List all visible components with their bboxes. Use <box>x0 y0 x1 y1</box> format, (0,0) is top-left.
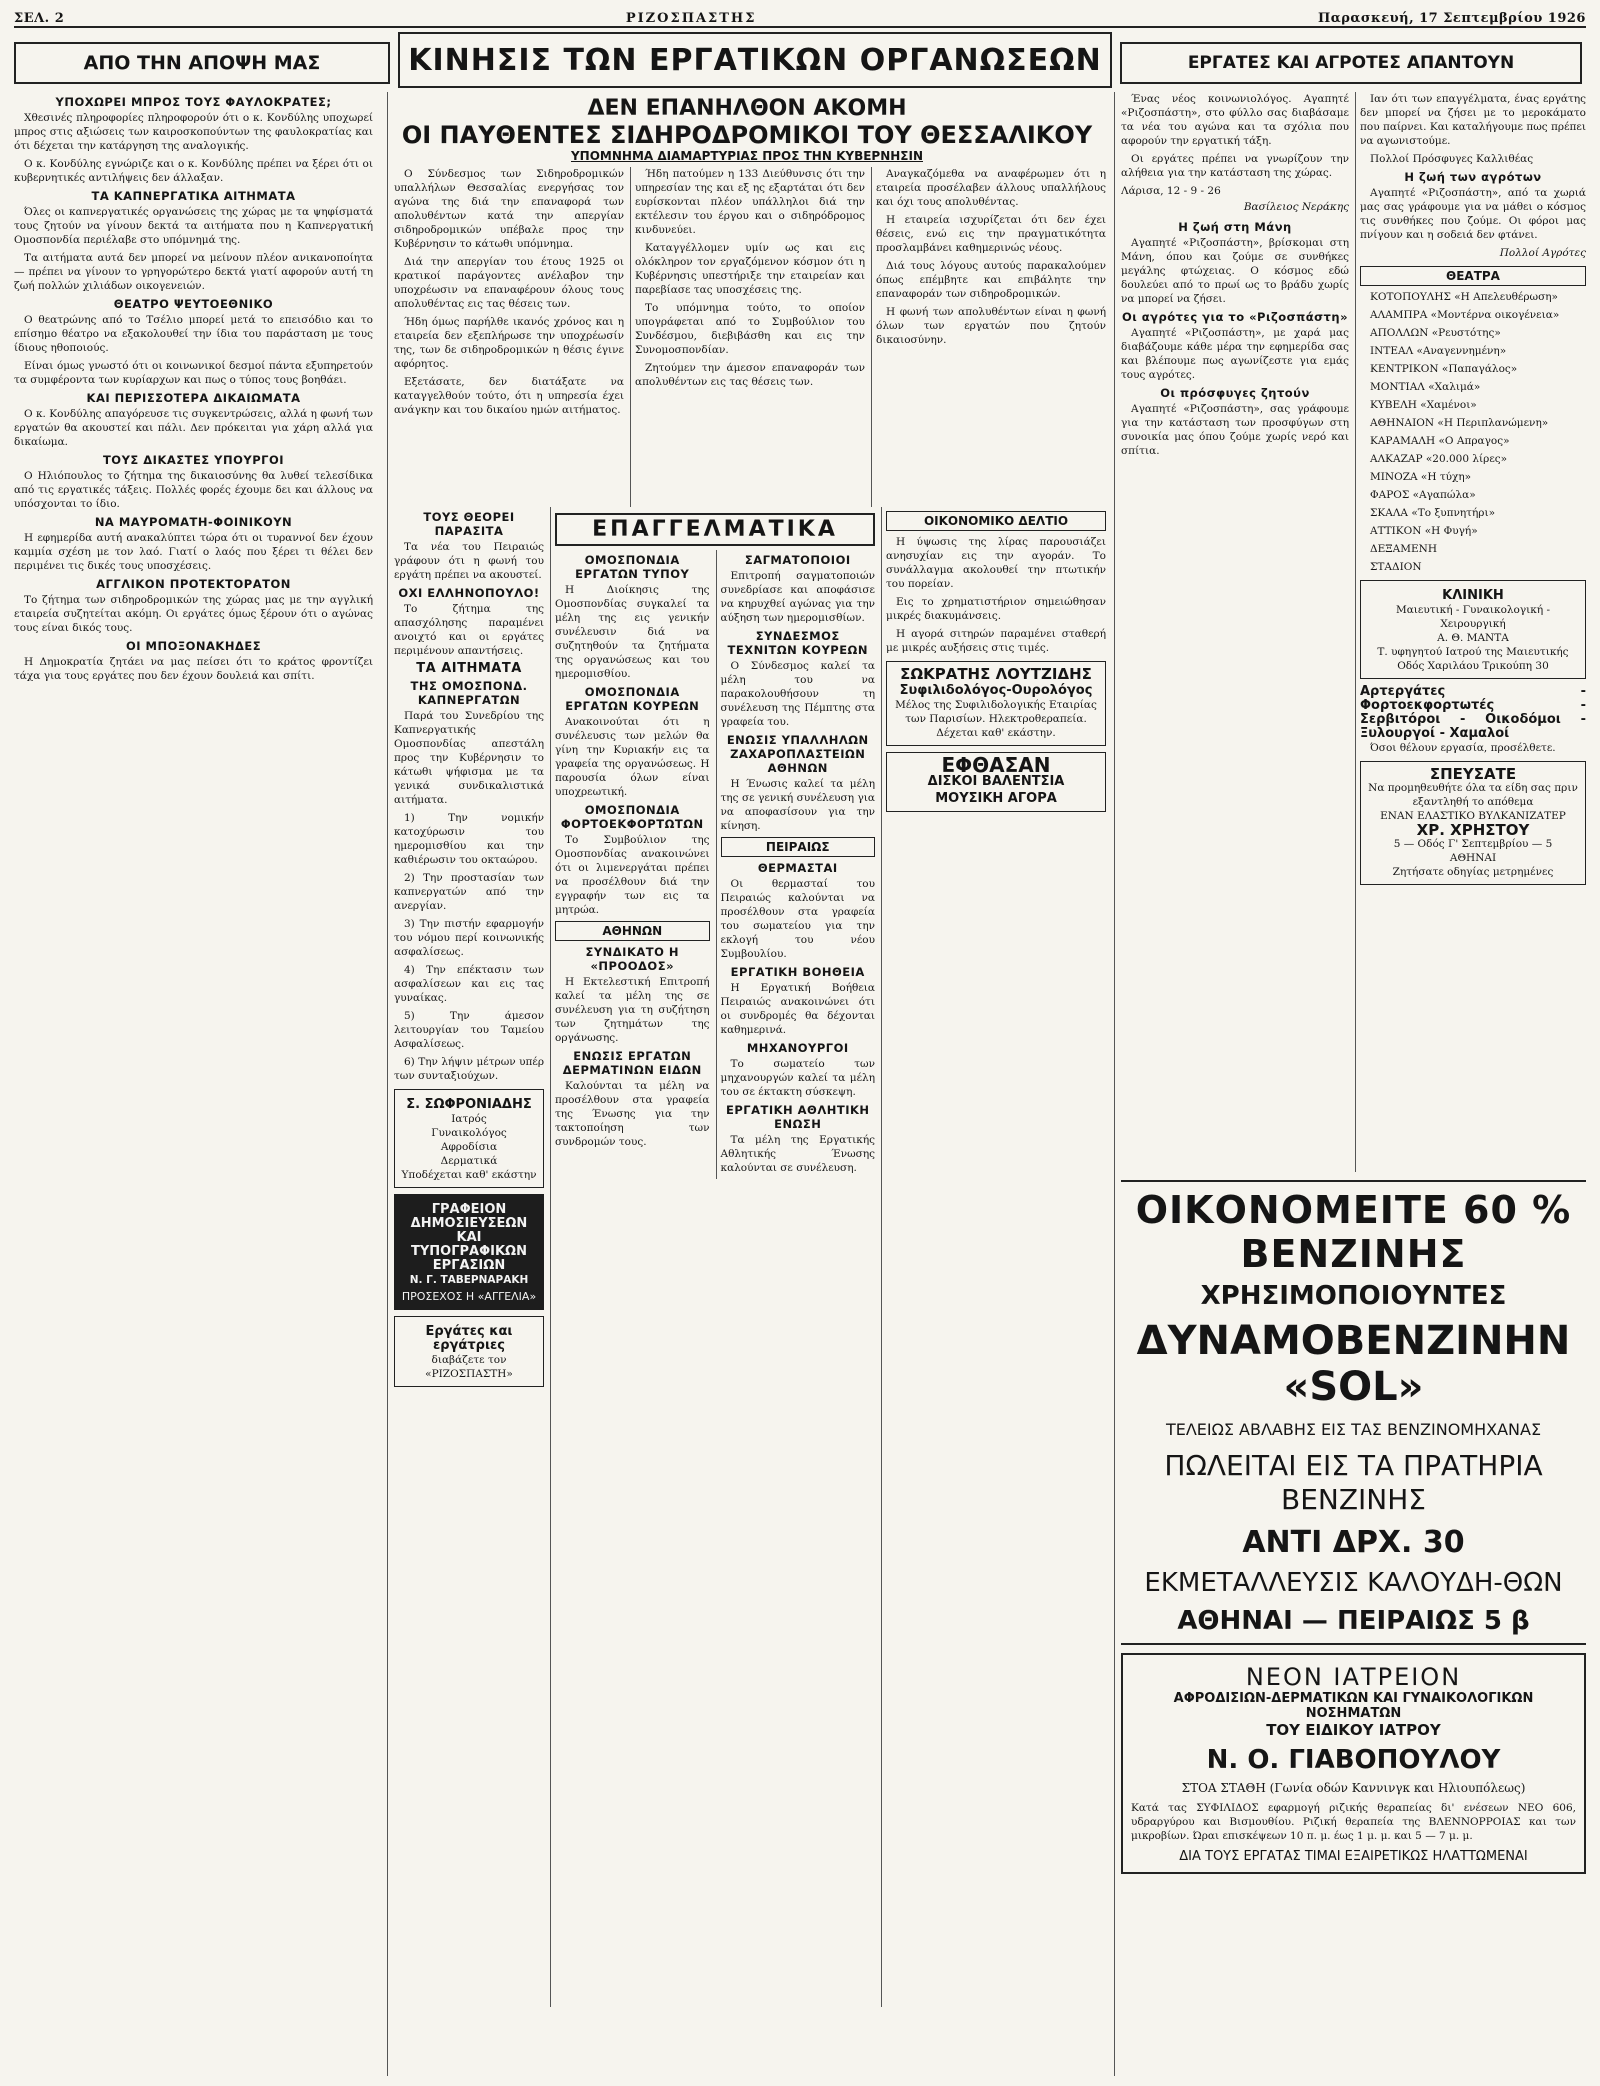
letter-title: Η ζωή των αγρότων <box>1404 170 1542 184</box>
letter-text: Αγαπητέ «Ριζοσπάστη», με χαρά μας διαβάζουμε κάθε μέρα την εφημερίδα σας και βλέπουμε πως αγωνίζεστε για εμάς τους αγρότες. <box>1121 327 1349 381</box>
clinic-small-ad <box>1360 580 1586 679</box>
theatre-item: ΣΤΑΔΙΟΝ <box>1370 561 1422 573</box>
lead-paragraph: Η φωνή των απολυθέντων είναι η φωνή όλων των εργατών που ζητούν δικαιοσύνην. <box>876 306 1106 346</box>
newspaper-name: ΡΙΖΟΣΠΑΣΤΗΣ <box>625 11 757 26</box>
demand-item: 3) Την πιστήν εφαρμογήν του νόμου περί κοινωνικής ασφαλίσεως. <box>394 918 544 958</box>
union-text: Το Συμβούλιον της Ομοσπονδίας ανακοινώνει ότι οι λιμενεργάται πρέπει να προσέλθουν διά την εγγραφήν των εις τα μητρώα. <box>555 834 710 916</box>
small-ad-line: Ιατρός <box>451 1113 487 1125</box>
lead-paragraph: Ήδη πατούμεν η 133 Διεύθυνσις ότι την υπηρεσίαν της και εξ ης εξαρτάται ότι δεν ευρίσκονται πλέον υπάλληλοι διά την εκτέλεσιν του έργου και ο σιδηρόδρομος κινδυνεύει. <box>635 168 865 236</box>
theatre-item: ΑΛΑΜΠΡΑ «Μοντέρνα οικογένεια» <box>1370 309 1560 321</box>
kapnergatwn-column <box>394 507 544 2007</box>
letter-title: Οι πρόσφυγες ζητούν <box>1160 386 1310 400</box>
petrol-line-6: ΑΝΤΙ ΔΡΧ. 30 <box>1242 1525 1465 1560</box>
epaggelmatika-col-a <box>555 550 710 1179</box>
petrol-line-7: ΕΚΜΕΤΑΛΛΕΥΣΙΣ ΚΑΛΟΥΔΗ-ΘΩΝ <box>1144 1568 1563 1598</box>
theatre-item: ΣΚΑΛΑ «Το ξυπνητήρι» <box>1370 507 1495 519</box>
kapn-subtitle: ΤΗΣ ΟΜΟΣΠΟΝΔ. ΚΑΠΝΕΡΓΑΤΩΝ <box>410 679 528 707</box>
speusate-name: ΧΡ. ΧΡΗΣΤΟΥ <box>1416 821 1530 839</box>
article-paragraph: Τα αιτήματα αυτά δεν μπορεί να μείνουν πλέον ανικανοποίητα — πρέπει να γίνουν το γρηγορώτερο δεκτά γιατί αφορούν αυτή τη ζωή πολλών χιλιάδων οικογενειών. <box>14 252 373 292</box>
lead-paragraph: Διά τους λόγους αυτούς παρακαλούμεν όπως επέμβητε και επιβάλητε την επαναφοράν των σιδηροδρομικών. <box>876 260 1106 300</box>
union-text: Ανακοινούται ότι η συνέλευσις των μελών θα γίνη την Κυριακήν εις τα γραφεία της οργανώσεως. Η παρουσία όλων είναι υποχρεωτική. <box>555 716 710 798</box>
theatre-item: ΚΟΤΟΠΟΥΛΗΣ «Η Απελευθέρωση» <box>1370 291 1558 303</box>
demand-item: 6) Την λήψιν μέτρων υπέρ των συνταξιούχων. <box>394 1056 544 1082</box>
issue-date: Παρασκευή, 17 Σεπτεμβρίου 1926 <box>1317 11 1586 26</box>
union-title: ΕΝΩΣΙΣ ΥΠΑΛΛΗΛΩΝ ΖΑΧΑΡΟΠΛΑΣΤΕΙΩΝ ΑΘΗΝΩΝ <box>726 733 869 775</box>
loutzidis-text: Μέλος της Συφιλιδολογικής Εταιρίας των Παρισίων. Ηλεκτροθεραπεία. Δέχεται καθ' εκάστην. <box>895 699 1097 739</box>
lead-line-2: ΟΙ ΠΑΥΘΕΝΤΕΣ ΣΙΔΗΡΟΔΡΟΜΙΚΟΙ ΤΟΥ ΘΕΣΣΑΛΙΚΟΥ <box>401 121 1093 149</box>
small-ad-note: ΠΡΟΣΕΧΟΣ Η «ΑΓΓΕΛΙΑ» <box>401 1290 537 1303</box>
union-text: Οι θερμασταί του Πειραιώς καλούνται να προσέλθουν στα γραφεία του σωματείου για την εκλογή του νέου Συμβουλίου. <box>720 878 875 960</box>
clinic-footer: ΔΙΑ ΤΟΥΣ ΕΡΓΑΤΑΣ ΤΙΜΑΙ ΕΞΑΙΡΕΤΙΚΩΣ ΗΛΑΤΤΩΜΕΝΑΙ <box>1179 1849 1528 1864</box>
lead-column-b <box>630 167 865 507</box>
banner-left: ΑΠΟ ΤΗΝ ΑΠΟΨΗ ΜΑΣ <box>14 42 390 84</box>
theatre-item: ΙΝΤΕΑΛ «Αναγεννημένη» <box>1370 345 1507 357</box>
small-ad-name: ΓΡΑΦΕΙΟΝ ΔΗΜΟΣΙΕΥΣΕΩΝ ΚΑΙ ΤΥΠΟΓΡΑΦΙΚΩΝ ΕΡΓΑΣΙΩΝ <box>410 1202 528 1273</box>
theatre-item: ΑΠΟΛΛΩΝ «Ρευστότης» <box>1370 327 1501 339</box>
union-title: ΜΗΧΑΝΟΥΡΓΟΙ <box>746 1041 849 1055</box>
union-text: Η Εκτελεστική Επιτροπή καλεί τα μέλη της σε συνέλευση για τη συζήτηση των ζητημάτων της οργάνωσης. <box>555 976 710 1044</box>
lead-paragraph: Το υπόμνημα τούτο, το οποίον υπογράφεται από το Συμβούλιον του Συνδέσμου, διεβιβάσθη και εις την Συνομοσπονδίαν. <box>635 302 865 356</box>
economic-paragraph: Η αγορά σιτηρών παραμένει σταθερή με μικρές αυξήσεις στις τιμές. <box>886 628 1106 654</box>
clinic-ad <box>1121 1653 1586 1874</box>
theatre-item: ΜΟΝΤΙΑΛ «Χαλιμά» <box>1370 381 1481 393</box>
speusate-text: Να προμηθευθήτε όλα τα είδη σας πριν εξαντληθή το απόθεμα <box>1368 782 1578 808</box>
section-banners <box>14 32 1586 92</box>
banner-center: ΚΙΝΗΣΙΣ ΤΩΝ ΕΡΓΑΤΙΚΩΝ ΟΡΓΑΝΩΣΕΩΝ <box>398 32 1112 88</box>
letter-text: Αγαπητέ «Ριζοσπάστη», βρίσκομαι στη Μάνη, όπου και ζούμε σε συνθήκες μεγάλης φτώχειας. Ο κόσμος εδώ δουλεύει από το πρωί ως το βράδυ χωρίς να μπορεί να ζήσει. <box>1121 237 1349 305</box>
clinic-small-line: Οδός Χαριλάου Τρικούπη 30 <box>1397 660 1549 672</box>
theatres-title: ΘΕΑΤΡΑ <box>1360 266 1586 286</box>
loutzidis-name: ΣΩΚΡΑΤΗΣ ΛΟΥΤΖΙΔΗΣ <box>900 665 1092 683</box>
article-paragraph: Χθεσινές πληροφορίες πληροφορούν ότι ο κ. Κονδύλης υποχωρεί μπρος στις αξιώσεις των καιροσκοπούντων της φαυλοκρατίας και ότι δέχεται την κατάργηση της αναλογικής. <box>14 112 373 152</box>
article-title: ΑΓΓΛΙΚΟΝ ΠΡΟΤΕΚΤΟΡΑΤΟΝ <box>96 577 291 591</box>
lead-line-3: ΥΠΟΜΝΗΜΑ ΔΙΑΜΑΡΤΥΡΙΑΣ ΠΡΟΣ ΤΗΝ ΚΥΒΕΡΝΗΣΙΝ <box>570 149 923 163</box>
article-paragraph: Ο θεατρώνης από το Τσέλιο μπορεί μετά το επεισόδιο και το επίσημο θέατρο να εξακολουθεί την ίδια του παράσταση με τους ίδιους ηθοποιούς. <box>14 314 373 354</box>
union-title: ΕΝΩΣΙΣ ΕΡΓΑΤΩΝ ΔΕΡΜΑΤΙΝΩΝ ΕΙΔΩΝ <box>562 1049 702 1077</box>
theatre-item: ΚΕΝΤΡΙΚΟΝ «Παπαγάλος» <box>1370 363 1518 375</box>
union-text: Η Ένωσις καλεί τα μέλη της σε γενική συνέλευση για να αποφασίσουν για την κίνηση. <box>720 778 875 832</box>
economic-paragraph: Εις το χρηματιστήριον σημειώθησαν μικρές διακυμάνσεις. <box>886 596 1106 622</box>
column-opinion <box>14 92 379 2076</box>
small-ad-name: Σ. ΣΩΦΡΟΝΙΑΔΗΣ <box>406 1097 532 1112</box>
union-text: Ο Σύνδεσμος καλεί τα μέλη του να παρακολουθήσουν τη συνέλευση της Πέμπτης στα γραφεία του. <box>720 660 875 728</box>
theatre-item: ΑΛΚΑΖΑΡ «20.000 λίρες» <box>1370 453 1508 465</box>
letter-text: Αγαπητέ «Ριζοσπάστη», σας γράφουμε για την κατάσταση των προσφύγων στη συνοικία μας όπου ζούμε χωρίς νερό και σπίτια. <box>1121 403 1349 457</box>
union-title: ΣΥΝΔΕΣΜΟΣ ΤΕΧΝΙΤΩΝ ΚΟΥΡΕΩΝ <box>727 629 868 657</box>
letter-dateline: Λάρισα, 12 - 9 - 26 <box>1121 185 1221 197</box>
speusate-title: ΣΠΕΥΣΑΤΕ <box>1429 765 1517 783</box>
petrol-line-5: ΠΩΛΕΙΤΑΙ ΕΙΣ ΤΑ ΠΡΑΤΗΡΙΑ ΒΕΝΖΙΝΗΣ <box>1164 1449 1543 1516</box>
petrol-line-2: ΧΡΗΣΙΜΟΠΟΙΟΥΝΤΕΣ <box>1200 1281 1507 1311</box>
small-ad-line: Αφροδίσια <box>440 1141 498 1153</box>
article-title: ΥΠΟΧΩΡΕΙ ΜΠΡΟΣ ΤΟΥΣ ΦΑΥΛΟΚΡΑΤΕΣ; <box>55 95 332 109</box>
union-text: Το σωματείο των μηχανουργών καλεί τα μέλη του σε έκτακτη σύσκεψη. <box>720 1058 875 1098</box>
column-readers <box>1114 92 1586 2076</box>
article-paragraph: Ο Ηλιόπουλος το ζήτημα της δικαιοσύνης θα λυθεί τελεσίδικα από τις εργατικές τάξεις. Πολλές φορές έχουμε δει και άλλους να υπόσχονται το ίδιο. <box>14 470 373 510</box>
union-text: Τα μέλη της Εργατικής Αθλητικής Ένωσης καλούνται σε συνέλευση. <box>720 1134 875 1174</box>
reader-paragraph: Ένας νέος κοινωνιολόγος. Αγαπητέ «Ριζοσπάστη», στο φύλλο σας διαβάσαμε τα νέα του αγώνα και τα σχόλια που αφορούν την εργατική τάξη. <box>1121 93 1349 147</box>
article-title: ΚΑΙ ΠΕΡΙΣΣΟΤΕΡΑ ΔΙΚΑΙΩΜΑΤΑ <box>86 391 301 405</box>
theatre-item: ΑΘΗΝΑΙΟΝ «Η Περιπλανώμενη» <box>1370 417 1549 429</box>
lead-line-1: ΔΕΝ ΕΠΑΝΗΛΘΟΝ ΑΚΟΜΗ <box>587 96 907 121</box>
epaggelmatika-section <box>550 507 875 2007</box>
petrol-line-8: ΑΘΗΝΑΙ — ΠΕΙΡΑΙΩΣ 5 β <box>1177 1606 1530 1636</box>
reader-paragraph: Οι εργάτες πρέπει να γνωρίζουν την αλήθεια για την κατάσταση της χώρας. <box>1121 153 1349 179</box>
petrol-line-3: ΔΥΝΑΜΟΒΕΝΖΙΝΗΝ «SOL» <box>1136 1318 1571 1410</box>
letter-title: Οι αγρότες για το «Ριζοσπάστη» <box>1121 310 1349 324</box>
lead-column-c <box>871 167 1106 507</box>
epaggelmatika-title: ΕΠΑΓΓΕΛΜΑΤΙΚΑ <box>555 513 875 546</box>
lead-column-a <box>394 167 624 507</box>
lead-paragraph: Η εταιρεία ισχυρίζεται ότι δεν έχει θέσεις, ενώ εις την πραγματικότητα προσλαμβάνει καθημερινώς νέους. <box>876 214 1106 254</box>
economic-paragraph: Η ύψωσις της λίρας παρουσιάζει ανησυχίαν εις την αγοράν. Το συνάλλαγμα ακολουθεί την πτωτικήν του πορείαν. <box>886 536 1106 590</box>
records-shop: ΜΟΥΣΙΚΗ ΑΓΟΡΑ <box>935 791 1057 806</box>
petrol-line-1: ΟΙΚΟΝΟΜΕΙΤΕ 60 % ΒΕΝΖΙΝΗΣ <box>1135 1188 1572 1276</box>
masthead <box>14 6 1586 28</box>
lead-paragraph: Αναγκαζόμεθα να αναφέρωμεν ότι η εταιρεία προσέλαβεν άλλους υπαλλήλους και όχι τους απολυθέντας. <box>876 168 1106 208</box>
loutzidis-role: Συφιλιδολόγος-Ουρολόγος <box>899 683 1093 698</box>
columns <box>14 92 1586 2076</box>
clinic-line-2: ΑΦΡΟΔΙΣΙΩΝ-ΔΕΡΜΑΤΙΚΩΝ ΚΑΙ ΓΥΝΑΙΚΟΛΟΓΙΚΩΝ ΝΟΣΗΜΑΤΩΝ <box>1173 1691 1534 1721</box>
economic-column <box>881 507 1106 2007</box>
readers-col-b <box>1355 92 1586 1172</box>
article-paragraph: Το ζήτημα των σιδηροδρομικών της χώρας μας με την αγγλική εταιρεία συζητείται ακόμη. Οι εργάτες όμως ξέρουν ότι ο αγώνας τους είναι δικός τους. <box>14 594 373 634</box>
notice-text: Τα νέα του Πειραιώς γράφουν ότι η φωνή του εργάτη πρέπει να ακουστεί. <box>394 541 544 581</box>
article-paragraph: Η Δημοκρατία ζητάει να μας πείσει ότι το κράτος φροντίζει τάχα για τους εργάτες που δεν έχουν δουλειά και σπίτι. <box>14 656 373 682</box>
theatre-item: ΜΙΝΟΖΑ «Η τύχη» <box>1370 471 1472 483</box>
clinic-line-1: ΝΕΟΝ ΙΑΤΡΕΙΟΝ <box>1245 1663 1462 1691</box>
clinic-small-line: Μαιευτική - Γυναικολογική - Χειρουργική <box>1395 604 1551 630</box>
union-text: Καλούνται τα μέλη να προσέλθουν στα γραφεία της Ένωσης για την τακτοποίηση των συνδρομών τους. <box>555 1080 710 1148</box>
article-title: ΘΕΑΤΡΟ ΨΕΥΤΟΕΘΝΙΚΟ <box>113 297 274 311</box>
epaggelmatika-col-b <box>716 550 876 1179</box>
union-title: ΟΜΟΣΠΟΝΔΙΑ ΦΟΡΤΟΕΚΦΟΡΤΩΤΩΝ <box>560 803 704 831</box>
clinic-doctor: Ν. Ο. ΓΙΑΒΟΠΟΥΛΟΥ <box>1206 1745 1501 1775</box>
lead-paragraph: Εξετάσατε, δεν διατάξατε να καταγγελθούν τούτο, ότι η υπηρεσία έχει ανάγκην και του δικαίου ημών αιτήματος. <box>394 376 624 416</box>
theatre-item: ΔΕΞΑΜΕΝΗ <box>1370 543 1437 555</box>
lead-paragraph: Ο Σύνδεσμος των Σιδηροδρομικών υπαλλήλων Θεσσαλίας ενεργήσας τον αγώνα της διά την επαναφορά των απολυθέντων κατά την απεργίαν σιδηροδρομικών υπέβαλε προς την Κυβέρνησιν το κάτωθι υπόμνημα. <box>394 168 624 250</box>
clinic-small-line: Α. Θ. ΜΑΝΤΑ <box>1437 632 1509 644</box>
union-title: ΟΜΟΣΠΟΝΔΙΑ ΕΡΓΑΤΩΝ ΤΥΠΟΥ <box>575 553 690 581</box>
union-title: ΕΡΓΑΤΙΚΗ ΑΘΛΗΤΙΚΗ ΕΝΩΣΗ <box>725 1103 870 1131</box>
lead-headline <box>388 96 1106 163</box>
speusate-ad <box>1360 761 1586 885</box>
demand-item: 5) Την άμεσον λειτουργίαν του Ταμείου Ασφαλίσεως. <box>394 1010 544 1050</box>
speusate-shop: ΕΝΑΝ ΕΛΑΣΤΙΚΟ ΒΥΛΚΑΝΙΖΑΤΕΡ <box>1380 810 1566 822</box>
letter-signoff: Βασίλειος Νεράκης <box>1243 201 1349 213</box>
letter-text: Αγαπητέ «Ριζοσπάστη», από τα χωριά μας σας γράφουμε για να μάθει ο κόσμος τις συνθήκες που ζούμε. Οι φόροι μας πνίγουν και η σοδειά δεν φτάνει. <box>1360 187 1586 241</box>
article-paragraph: Όλες οι καπνεργατικές οργανώσεις της χώρας με τα ψηφίσματά τους ζητούν να γίνουν δεκτά τα αιτήματα που η Καπνεργατική Ομοσπονδία περιέλαβε στο υπόμνημά της. <box>14 206 373 246</box>
lead-paragraph: Καταγγέλλομεν υμίν ως και εις ολόκληρον τον εργαζόμενον κόσμον ότι η Κυβέρνησις υπεστήριξε την εταιρείαν και παρεβίασε τας υποσχέσεις της. <box>635 242 865 296</box>
readers-col-a <box>1121 92 1349 1172</box>
clinic-line-3: ΤΟΥ ΕΙΔΙΚΟΥ ΙΑΤΡΟΥ <box>1266 1721 1441 1739</box>
services-text: Όσοι θέλουν εργασία, προσέλθετε. <box>1370 742 1556 754</box>
peiraios-title: ΠΕΙΡΑΙΩΣ <box>721 837 876 857</box>
union-title: ΕΡΓΑΤΙΚΗ ΒΟΗΘΕΙΑ <box>730 965 865 979</box>
demand-item: 2) Την προστασίαν των καπνεργατών από την ανεργίαν. <box>394 872 544 912</box>
small-ad <box>394 1316 544 1387</box>
petrol-ad <box>1121 1180 1586 1645</box>
small-ad-line: Γυναικολόγος <box>431 1127 507 1139</box>
economic-title: ΟΙΚΟΝΟΜΙΚΟ ΔΕΛΤΙΟ <box>886 511 1106 531</box>
clinic-address: ΣΤΟΑ ΣΤΑΘΗ (Γωνία οδών Καννινγκ και Ηλιουπόλεως) <box>1181 1781 1526 1795</box>
kapn-intro: Παρά του Συνεδρίου της Καπνεργατικής Ομοσπονδίας απεστάλη προς την Κυβέρνησιν το κάτωθι ψήφισμα με τα γενικά συνδικαλιστικά αιτήματα. <box>394 710 544 806</box>
athinon-title: ΑΘΗΝΩΝ <box>555 921 710 941</box>
theatre-item: ΑΤΤΙΚΟΝ «Η Φυγή» <box>1370 525 1478 537</box>
article-title: ΤΑ ΚΑΠΝΕΡΓΑΤΙΚΑ ΑΙΤΗΜΑΤΑ <box>91 189 296 203</box>
small-ad <box>394 1194 544 1310</box>
union-text: Η Διοίκησις της Ομοσπονδίας συγκαλεί τα μέλη της εις γενικήν συνέλευσιν διά να συζητηθούν τα ζητήματα της οργανώσεως και του ημερομισθίου. <box>555 584 710 680</box>
small-ad-line: διαβάζετε τον «ΡΙΖΟΣΠΑΣΤΗ» <box>425 1354 513 1380</box>
clinic-small-title: ΚΛΙΝΙΚΗ <box>1442 588 1504 603</box>
article-title: ΤΟΥΣ ΔΙΚΑΣΤΕΣ ΥΠΟΥΡΓΟΙ <box>102 453 285 467</box>
letter-sign: Πολλοί Αγρότες <box>1499 247 1586 259</box>
demand-item: 4) Την επέκτασιν των ασφαλίσεων και εις τας γυναίκας. <box>394 964 544 1004</box>
clinic-small-line: Τ. υφηγητού Ιατρού της Μαιευτικής <box>1377 646 1569 658</box>
union-title: ΣΑΓΜΑΤΟΠΟΙΟΙ <box>744 553 851 567</box>
small-ad-line: Ν. Γ. ΤΑΒΕΡΝΑΡΑΚΗ <box>409 1274 529 1286</box>
union-title: ΟΜΟΣΠΟΝΔΙΑ ΕΡΓΑΤΩΝ ΚΟΥΡΕΩΝ <box>565 685 700 713</box>
speusate-city: ΑΘΗΝΑΙ <box>1449 852 1497 864</box>
article-paragraph: Ο κ. Κονδύλης απαγόρευσε τις συγκεντρώσεις, αλλά η φωνή των εργατών θα ακουστεί και πάλι. Δεν πρόκειται για χάρη αλλά για δικαίωμα. <box>14 408 373 448</box>
loutzidis-ad <box>886 661 1106 746</box>
theatre-item: ΦΑΡΟΣ «Αγαπώλα» <box>1370 489 1476 501</box>
small-ad-note: Υποδέχεται καθ' εκάστην <box>401 1169 537 1181</box>
union-title: ΣΥΝΔΙΚΑΤΟ Η «ΠΡΟΟΔΟΣ» <box>585 945 680 973</box>
article-paragraph: Ο κ. Κονδύλης εγνώριζε και ο κ. Κονδύλης πρέπει να ξέρει ότι οι κυβερνητικές αντιλήψεις δεν άλλαξαν. <box>14 158 373 184</box>
union-text: Επιτροπή σαγματοποιών συνεδρίασε και αποφάσισε να κηρυχθεί αγώνας για την αύξηση των ημερομισθίων. <box>720 570 875 624</box>
speusate-note: Ζητήσατε οδηγίας μετρημένες <box>1392 866 1554 878</box>
column-labour <box>387 92 1106 2076</box>
reader-paragraph: Πολλοί Πρόσφυγες Καλλιθέας <box>1370 153 1534 165</box>
clinic-text: Κατά τας ΣΥΦΙΛΙΔΟΣ εφαρμογή ριζικής θεραπείας δι' ενέσεων ΝΕΟ 606, υδραργύρου και Βισμουθίου. Ριζική θεραπεία της ΒΛΕΝΝΟΡΡΟΙΑΣ και των μικροβίων. Ώραι επισκέψεων 10 π. μ. έως 1 μ. μ. και 5 — 7 μ. μ. <box>1131 1802 1576 1842</box>
union-title: ΘΕΡΜΑΣΤΑΙ <box>757 861 838 875</box>
banner-right: ΕΡΓΑΤΕΣ ΚΑΙ ΑΓΡΟΤΕΣ ΑΠΑΝΤΟΥΝ <box>1120 42 1582 84</box>
records-ad <box>886 752 1106 812</box>
union-text: Η Εργατική Βοήθεια Πειραιώς ανακοινώνει ότι οι συνδρομές θα δέχονται καθημερινά. <box>720 982 875 1036</box>
notice-title: ΤΟΥΣ ΘΕΟΡΕΙ ΠΑΡΑΣΙΤΑ <box>423 510 515 538</box>
notice-text: Το ζήτημα της απασχόλησης παραμένει ανοιχτό και οι εργάτες περιμένουν απαντήσεις. <box>394 603 544 657</box>
demand-item: 1) Την νομικήν κατοχύρωσιν του ημερομισθίου και την καθιέρωσιν του οκταώρου. <box>394 812 544 866</box>
small-ad-line: Δερματικά <box>440 1155 498 1167</box>
records-arrived: ΕΦΘΑΣΑΝ <box>941 753 1051 777</box>
petrol-line-4: ΤΕΛΕΙΩΣ ΑΒΛΑΒΗΣ ΕΙΣ ΤΑΣ ΒΕΝΖΙΝΟΜΗΧΑΝΑΣ <box>1165 1420 1542 1439</box>
letter-title: Η ζωή στη Μάνη <box>1178 220 1292 234</box>
article-paragraph: Είναι όμως γνωστό ότι οι κοινωνικοί δεσμοί πάντα εξυπηρετούν τα συμφέροντα των κυρίαρχων και πως ο τύπος τους βοηθάει. <box>14 360 373 386</box>
lead-paragraph: Διά την απεργίαν του έτους 1925 οι κρατικοί παράγοντες ανέλαβον την υποχρέωσιν να επαναφέρουν όλους τους απολυθέντας εις τας θέσεις των. <box>394 256 624 310</box>
small-ad <box>394 1089 544 1188</box>
services-title: Αρτεργάτες - Φορτοεκφορτωτές - Σερβιτόροι - Οικοδόμοι - Ξυλουργοί - Χαμαλοί <box>1360 684 1586 741</box>
kapn-title: ΤΑ ΑΙΤΗΜΑΤΑ <box>416 661 522 676</box>
page-number: ΣΕΛ. 2 <box>14 11 65 26</box>
lead-paragraph: Ήδη όμως παρήλθε ικανός χρόνος και η εταιρεία δεν εξεπλήρωσε την υποχρέωσίν της, των δε σιδηροδρομικών η θέσις έγινε αφόρητος. <box>394 316 624 370</box>
lead-paragraph: Ζητούμεν την άμεσον επαναφοράν των απολυθέντων εις τας θέσεις των. <box>635 362 865 388</box>
theatre-item: ΚΥΒΕΛΗ «Χαμένοι» <box>1370 399 1477 411</box>
records-brand: ΔΙΣΚΟΙ ΒΑΛΕΝΤΣΙΑ <box>927 774 1065 789</box>
article-title: ΟΙ ΜΠΟΞΟΝΑΚΗΔΕΣ <box>125 639 262 653</box>
reader-paragraph: Ιαν ότι των επαγγέλματα, ένας εργάτης δεν μπορεί να ζήσει με το μεροκάματο που παίρνει. Και καταλήγουμε πως πρέπει να αγωνιστούμε. <box>1360 93 1586 147</box>
article-title: ΝΑ ΜΑΥΡΟΜΑΤΗ-ΦΟΙΝΙΚΟΥΝ <box>94 515 293 529</box>
article-paragraph: Η εφημερίδα αυτή ανακαλύπτει τώρα ότι οι τυραννοί δεν έχουν καμμία σχέση με τον λαό. Γιατί ο λαός που ξέρει τι θέλει δεν περιμένει τις δικές τους υποσχέσεις. <box>14 532 373 572</box>
speusate-addr: 5 — Οδός Γ' Σεπτεμβρίου — 5 <box>1393 838 1553 850</box>
notice-title: ΟΧΙ ΕΛΛΗΝΟΠΟΥΛΟ! <box>398 586 540 600</box>
theatre-item: ΚΑΡΑΜΑΛΗ «Ο Απραγος» <box>1370 435 1510 447</box>
small-ad-name: Εργάτες και εργάτριες <box>425 1324 513 1353</box>
